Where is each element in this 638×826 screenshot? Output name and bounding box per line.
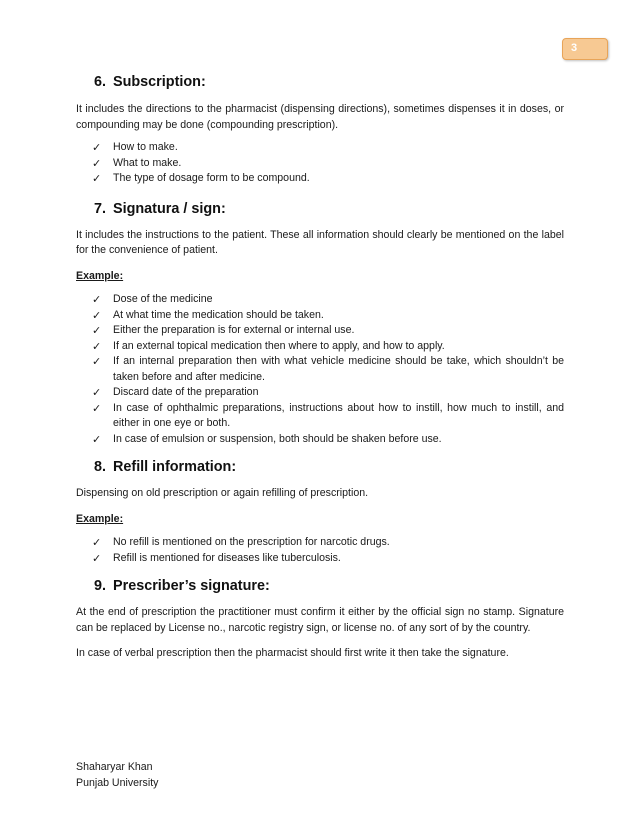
- list-item: ✓ If an internal preparation then with what vehicle medicine should be take, which shouldn’t be taken before and after medicine.: [92, 355, 564, 383]
- check-mark-icon: ✓: [92, 432, 102, 446]
- check-mark-icon: ✓: [92, 536, 102, 549]
- paragraph: It includes the instructions to the patient. These all information should clearly be mentioned on the label for the convenience of patient.: [76, 228, 564, 256]
- list-item: ✓ Discard date of the preparation: [92, 386, 259, 399]
- section-number: 9.: [94, 578, 107, 594]
- page-number: 3: [570, 42, 578, 54]
- list-item: ✓ No refill is mentioned on the prescription for narcotic drugs.: [92, 536, 390, 549]
- list-item: ✓ What to make.: [92, 156, 182, 170]
- check-mark-icon: ✓: [92, 293, 102, 306]
- check-mark-icon: ✓: [92, 308, 102, 322]
- check-mark-icon: ✓: [92, 172, 102, 185]
- section-number: 8.: [94, 459, 107, 475]
- list-item: ✓ Either the preparation is for external or internal use.: [92, 324, 355, 337]
- check-mark-icon: ✓: [92, 401, 102, 415]
- section-heading-refill: [76, 457, 564, 477]
- list-item: ✓ How to make.: [92, 141, 178, 154]
- section-title: Signatura / sign:: [113, 200, 226, 217]
- checklist: [76, 140, 564, 187]
- checklist: [76, 292, 564, 447]
- paragraph: Dispensing on old prescription or again refilling of prescription.: [76, 487, 369, 499]
- list-item: ✓ Refill is mentioned for diseases like tuberculosis.: [92, 551, 341, 565]
- section-number: 7.: [94, 200, 107, 217]
- section-title: Subscription:: [113, 74, 206, 90]
- list-item: ✓ The type of dosage form to be compound.: [92, 172, 310, 185]
- section-heading-prescriber-signature: [76, 576, 564, 596]
- list-item: ✓ At what time the medication should be taken.: [92, 308, 324, 322]
- document-body: [76, 72, 564, 662]
- section-number: 6.: [94, 74, 107, 90]
- section-heading-subscription: [76, 72, 564, 92]
- check-mark-icon: ✓: [92, 324, 102, 337]
- section-title: Prescriber’s signature:: [113, 578, 270, 594]
- check-mark-icon: ✓: [92, 551, 102, 565]
- footer-author: Shaharyar Khan: [76, 761, 153, 773]
- check-mark-icon: ✓: [92, 386, 102, 399]
- check-mark-icon: ✓: [92, 339, 102, 353]
- example-label: Example:: [76, 512, 124, 525]
- section-title: Refill information:: [113, 459, 237, 475]
- page-footer: [76, 760, 158, 791]
- list-item: ✓ In case of ophthalmic preparations, instructions about how to instill, how much to instill, and either in one eye or both.: [92, 401, 564, 429]
- check-mark-icon: ✓: [92, 156, 102, 170]
- check-mark-icon: ✓: [92, 355, 102, 368]
- section-heading-signatura: [76, 199, 564, 219]
- list-item: ✓ Dose of the medicine: [92, 293, 213, 306]
- example-label: Example:: [76, 269, 124, 282]
- paragraph: At the end of prescription the practitioner must confirm it either by the official sign no stamp. Signature can be replaced by License no., narcotic registry sign, or license no. of any sort of by the country.: [76, 606, 564, 634]
- paragraph: In case of verbal prescription then the pharmacist should first write it then take the signature.: [76, 647, 509, 659]
- page-number-badge: [562, 38, 608, 60]
- checklist: [76, 535, 564, 566]
- paragraph: It includes the directions to the pharmacist (dispensing directions), sometimes dispenses it in doses, or compounding may be done (compounding prescription).: [76, 103, 564, 131]
- list-item: ✓ In case of emulsion or suspension, both should be shaken before use.: [92, 432, 442, 446]
- footer-institution: Punjab University: [76, 776, 159, 789]
- check-mark-icon: ✓: [92, 141, 102, 154]
- list-item: ✓ If an external topical medication then where to apply, and how to apply.: [92, 339, 445, 353]
